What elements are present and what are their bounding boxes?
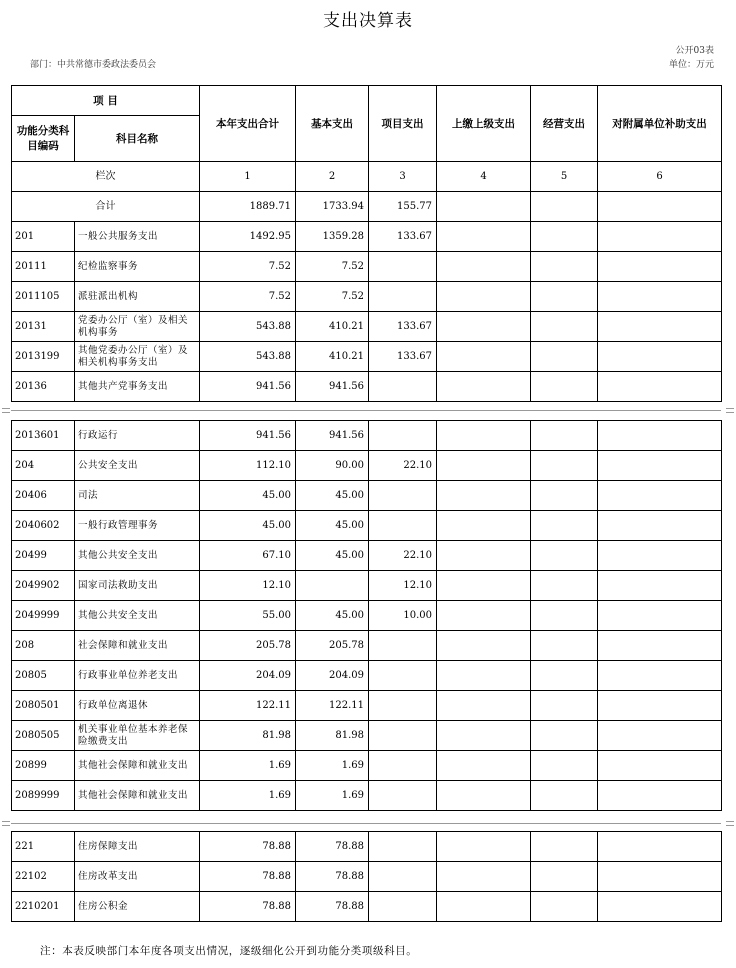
row-subsidy [598, 892, 722, 922]
row-project [369, 372, 437, 402]
row-total: 543.88 [200, 312, 296, 342]
row-subsidy [598, 421, 722, 451]
row-name: 机关事业单位基本养老保险缴费支出 [75, 721, 200, 751]
table-row [12, 312, 722, 342]
row-business [531, 721, 598, 751]
table-row [12, 601, 722, 631]
row-basic: 7.52 [296, 282, 369, 312]
header-project: 项目支出 [369, 86, 437, 162]
row-upper [437, 721, 531, 751]
row-code: 22102 [12, 862, 75, 892]
row-code: 201 [12, 222, 75, 252]
column-index-row [12, 162, 722, 192]
row-basic: 410.21 [296, 312, 369, 342]
header-subsidy: 对附属单位补助支出 [598, 86, 722, 162]
row-business [531, 342, 598, 372]
row-upper [437, 631, 531, 661]
row-business [531, 421, 598, 451]
row-basic: 7.52 [296, 252, 369, 282]
row-subsidy [598, 252, 722, 282]
row-code: 2040602 [12, 511, 75, 541]
row-basic: 1.69 [296, 751, 369, 781]
header-name: 科目名称 [75, 116, 200, 162]
row-code: 2011105 [12, 282, 75, 312]
header-business: 经营支出 [531, 86, 598, 162]
table-row [12, 541, 722, 571]
row-name: 党委办公厅（室）及相关机构事务 [75, 312, 200, 342]
row-project [369, 511, 437, 541]
row-business [531, 571, 598, 601]
row-business [531, 862, 598, 892]
table-row [12, 421, 722, 451]
row-total: 78.88 [200, 862, 296, 892]
row-total: 78.88 [200, 892, 296, 922]
row-business [531, 781, 598, 811]
row-name: 公共安全支出 [75, 451, 200, 481]
table-row [12, 832, 722, 862]
row-upper [437, 601, 531, 631]
table-row [12, 721, 722, 751]
row-total: 941.56 [200, 372, 296, 402]
row-code: 2049999 [12, 601, 75, 631]
table-body-part2 [12, 421, 722, 811]
row-code: 2210201 [12, 892, 75, 922]
row-basic: 204.09 [296, 661, 369, 691]
row-basic: 45.00 [296, 511, 369, 541]
row-business [531, 892, 598, 922]
row-total: 45.00 [200, 481, 296, 511]
column-index: 6 [598, 162, 722, 192]
row-total: 7.52 [200, 252, 296, 282]
row-basic: 1359.28 [296, 222, 369, 252]
table-row [12, 571, 722, 601]
row-subsidy [598, 342, 722, 372]
row-total: 81.98 [200, 721, 296, 751]
row-code: 2049902 [12, 571, 75, 601]
table-row [12, 751, 722, 781]
row-business [531, 372, 598, 402]
row-name: 其他社会保障和就业支出 [75, 751, 200, 781]
row-total: 941.56 [200, 421, 296, 451]
row-project [369, 832, 437, 862]
row-subsidy [598, 862, 722, 892]
row-project [369, 892, 437, 922]
row-subsidy [598, 541, 722, 571]
row-upper [437, 691, 531, 721]
row-subsidy [598, 451, 722, 481]
row-name: 一般行政管理事务 [75, 511, 200, 541]
table-row [12, 451, 722, 481]
row-upper [437, 832, 531, 862]
column-index: 2 [296, 162, 369, 192]
row-upper [437, 862, 531, 892]
row-basic: 45.00 [296, 481, 369, 511]
row-project [369, 751, 437, 781]
page-separator-mark [726, 408, 734, 413]
total-row [12, 192, 722, 222]
row-project [369, 661, 437, 691]
table-row [12, 342, 722, 372]
row-name: 其他公共安全支出 [75, 601, 200, 631]
table-row [12, 222, 722, 252]
page-separator-mark [2, 821, 10, 826]
row-subsidy [598, 372, 722, 402]
table-row [12, 252, 722, 282]
form-number: 公开03表 [675, 46, 714, 56]
row-project: 22.10 [369, 541, 437, 571]
row-code: 221 [12, 832, 75, 862]
row-business [531, 511, 598, 541]
row-upper [437, 342, 531, 372]
row-business [531, 661, 598, 691]
row-code: 208 [12, 631, 75, 661]
row-upper [437, 312, 531, 342]
row-upper [437, 511, 531, 541]
row-code: 20136 [12, 372, 75, 402]
row-code: 2013601 [12, 421, 75, 451]
row-project [369, 631, 437, 661]
row-code: 2013199 [12, 342, 75, 372]
row-project [369, 781, 437, 811]
row-code: 20131 [12, 312, 75, 342]
row-name: 住房保障支出 [75, 832, 200, 862]
row-upper [437, 892, 531, 922]
row-upper [437, 541, 531, 571]
row-code: 2080505 [12, 721, 75, 751]
row-upper [437, 751, 531, 781]
row-basic: 78.88 [296, 892, 369, 922]
row-total: 543.88 [200, 342, 296, 372]
row-subsidy [598, 661, 722, 691]
row-business [531, 282, 598, 312]
row-subsidy [598, 691, 722, 721]
row-total: 45.00 [200, 511, 296, 541]
table-body-part3 [12, 832, 722, 922]
row-total: 1.69 [200, 751, 296, 781]
row-total: 55.00 [200, 601, 296, 631]
row-code: 20805 [12, 661, 75, 691]
row-basic: 78.88 [296, 832, 369, 862]
row-project [369, 862, 437, 892]
table-row [12, 511, 722, 541]
row-upper [437, 781, 531, 811]
row-upper [437, 661, 531, 691]
row-basic: 122.11 [296, 691, 369, 721]
row-total: 7.52 [200, 282, 296, 312]
row-code: 2080501 [12, 691, 75, 721]
row-name: 国家司法救助支出 [75, 571, 200, 601]
row-name: 其他党委办公厅（室）及相关机构事务支出 [75, 342, 200, 372]
row-basic: 941.56 [296, 421, 369, 451]
table-row [12, 372, 722, 402]
row-code: 20499 [12, 541, 75, 571]
row-basic: 941.56 [296, 372, 369, 402]
row-subsidy [598, 781, 722, 811]
row-name: 住房公积金 [75, 892, 200, 922]
row-project: 10.00 [369, 601, 437, 631]
row-subsidy [598, 312, 722, 342]
expense-table-part1 [11, 85, 722, 402]
row-name: 社会保障和就业支出 [75, 631, 200, 661]
row-business [531, 751, 598, 781]
row-name: 纪检监察事务 [75, 252, 200, 282]
project-value: 155.77 [369, 192, 437, 222]
row-project [369, 691, 437, 721]
row-upper [437, 571, 531, 601]
row-name: 其他社会保障和就业支出 [75, 781, 200, 811]
row-code: 2089999 [12, 781, 75, 811]
row-upper [437, 252, 531, 282]
row-total: 78.88 [200, 832, 296, 862]
column-index-label: 栏次 [12, 162, 200, 192]
header-total: 本年支出合计 [200, 86, 296, 162]
row-business [531, 312, 598, 342]
row-project: 133.67 [369, 222, 437, 252]
row-name: 行政事业单位养老支出 [75, 661, 200, 691]
table-row [12, 661, 722, 691]
row-code: 20406 [12, 481, 75, 511]
page-separator-mark [2, 408, 10, 413]
table-row [12, 862, 722, 892]
row-project: 22.10 [369, 451, 437, 481]
row-project [369, 252, 437, 282]
row-name: 其他共产党事务支出 [75, 372, 200, 402]
row-project [369, 721, 437, 751]
row-subsidy [598, 832, 722, 862]
row-upper [437, 372, 531, 402]
row-subsidy [598, 751, 722, 781]
business-value [531, 192, 598, 222]
page-separator [11, 410, 721, 411]
row-upper [437, 481, 531, 511]
row-total: 112.10 [200, 451, 296, 481]
table-row [12, 282, 722, 312]
row-subsidy [598, 511, 722, 541]
row-code: 20111 [12, 252, 75, 282]
row-total: 12.10 [200, 571, 296, 601]
total-value: 1889.71 [200, 192, 296, 222]
row-business [531, 481, 598, 511]
column-index: 1 [200, 162, 296, 192]
unit-label: 单位：万元 [668, 60, 714, 70]
row-basic [296, 571, 369, 601]
row-name: 行政单位离退休 [75, 691, 200, 721]
row-business [531, 691, 598, 721]
row-subsidy [598, 481, 722, 511]
row-subsidy [598, 222, 722, 252]
row-basic: 410.21 [296, 342, 369, 372]
table-row [12, 631, 722, 661]
row-subsidy [598, 282, 722, 312]
row-name: 行政运行 [75, 421, 200, 451]
table-row [12, 691, 722, 721]
expense-table-part3 [11, 831, 722, 922]
table-row [12, 892, 722, 922]
basic-value: 1733.94 [296, 192, 369, 222]
row-subsidy [598, 721, 722, 751]
row-project [369, 481, 437, 511]
row-name: 司法 [75, 481, 200, 511]
row-business [531, 222, 598, 252]
department-label: 部门：中共常德市委政法委员会 [30, 60, 157, 70]
header-basic: 基本支出 [296, 86, 369, 162]
row-total: 1492.95 [200, 222, 296, 252]
row-upper [437, 222, 531, 252]
row-basic: 1.69 [296, 781, 369, 811]
page-title: 支出决算表 [323, 11, 413, 31]
upper-value [437, 192, 531, 222]
row-basic: 205.78 [296, 631, 369, 661]
row-project: 133.67 [369, 342, 437, 372]
table-row [12, 781, 722, 811]
row-business [531, 631, 598, 661]
row-upper [437, 451, 531, 481]
row-project [369, 421, 437, 451]
header-upper: 上缴上级支出 [437, 86, 531, 162]
table-body-part1 [12, 222, 722, 402]
row-business [531, 601, 598, 631]
table-row [12, 481, 722, 511]
row-name: 一般公共服务支出 [75, 222, 200, 252]
subsidy-value [598, 192, 722, 222]
expense-table-part2 [11, 420, 722, 811]
row-basic: 45.00 [296, 601, 369, 631]
row-code: 204 [12, 451, 75, 481]
row-basic: 90.00 [296, 451, 369, 481]
row-total: 205.78 [200, 631, 296, 661]
page-separator [11, 823, 721, 824]
row-basic: 78.88 [296, 862, 369, 892]
row-subsidy [598, 571, 722, 601]
row-project: 12.10 [369, 571, 437, 601]
row-total: 122.11 [200, 691, 296, 721]
row-business [531, 832, 598, 862]
column-index: 4 [437, 162, 531, 192]
row-basic: 45.00 [296, 541, 369, 571]
column-index: 3 [369, 162, 437, 192]
footnote: 注：本表反映部门本年度各项支出情况，逐级细化公开到功能分类项级科目。 [40, 945, 418, 957]
total-label: 合计 [12, 192, 200, 222]
row-project: 133.67 [369, 312, 437, 342]
row-name: 住房改革支出 [75, 862, 200, 892]
row-subsidy [598, 601, 722, 631]
row-total: 67.10 [200, 541, 296, 571]
row-business [531, 541, 598, 571]
row-name: 其他公共安全支出 [75, 541, 200, 571]
row-total: 1.69 [200, 781, 296, 811]
row-upper [437, 421, 531, 451]
row-upper [437, 282, 531, 312]
page-separator-mark [726, 821, 734, 826]
header-code: 功能分类科目编码 [12, 116, 75, 162]
row-total: 204.09 [200, 661, 296, 691]
row-business [531, 252, 598, 282]
row-subsidy [598, 631, 722, 661]
row-business [531, 451, 598, 481]
column-index: 5 [531, 162, 598, 192]
row-name: 派驻派出机构 [75, 282, 200, 312]
row-project [369, 282, 437, 312]
row-basic: 81.98 [296, 721, 369, 751]
row-code: 20899 [12, 751, 75, 781]
header-item: 项 目 [12, 86, 200, 116]
